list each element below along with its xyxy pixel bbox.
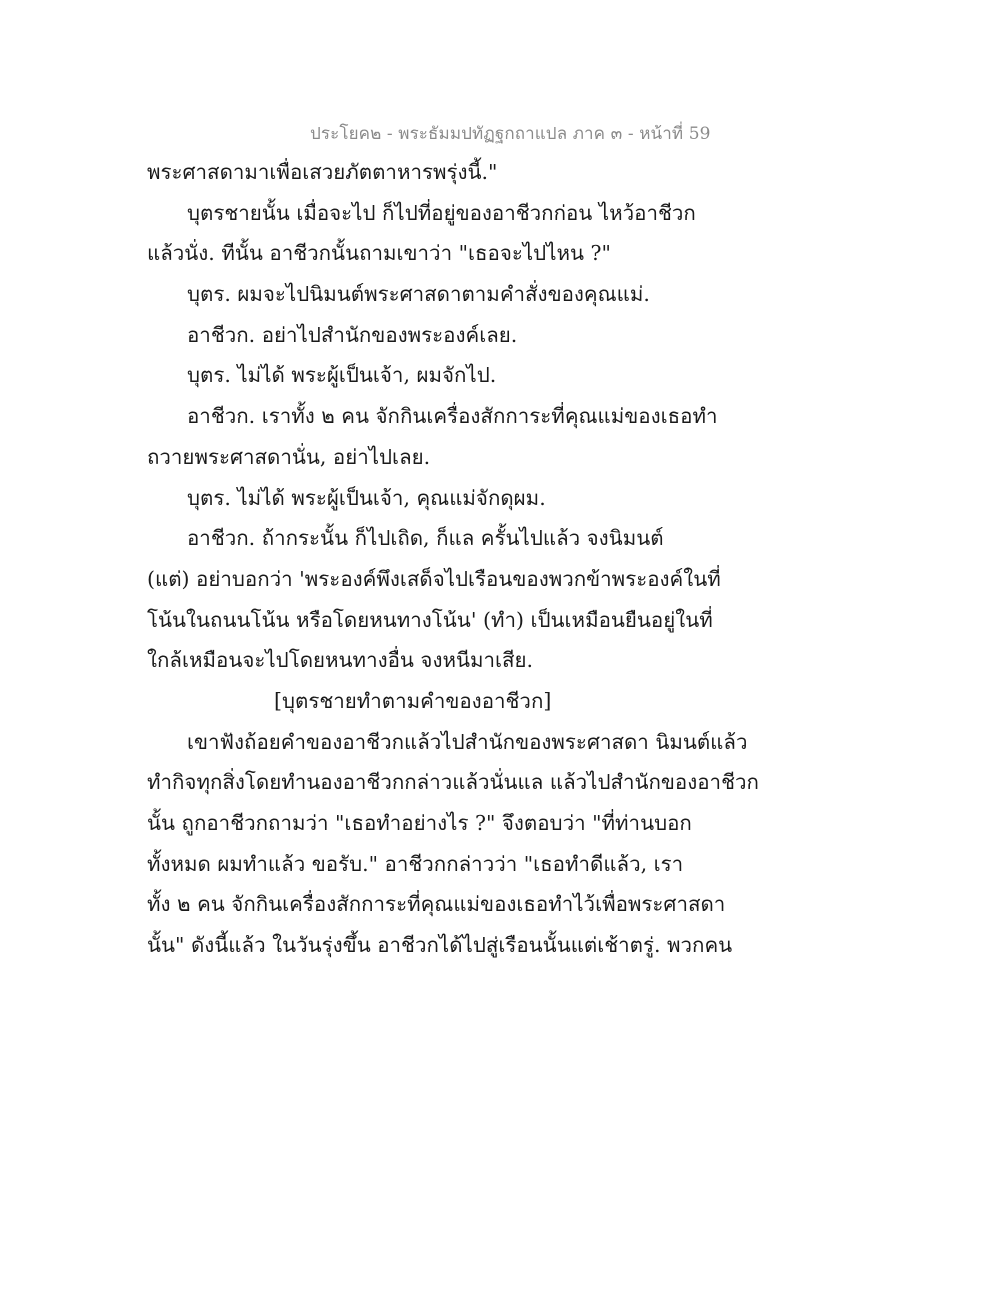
text-line: บุตรชายนั้น เมื่อจะไป ก็ไปที่อยู่ของอาชีวกก่อน ไหว้อาชีวก xyxy=(187,200,696,225)
text-line: โน้นในถนนโน้น หรือโดยหนทางโน้น' (ทำ) เป็นเหมือนยืนอยู่ในที่ xyxy=(147,607,713,632)
text-line: ถวายพระศาสดานั่น, อย่าไปเลย. xyxy=(147,444,431,469)
dialogue-line: อาชีวก. อย่าไปสำนักของพระองค์เลย. xyxy=(187,322,518,347)
dialogue-line: บุตร. ไม่ได้ พระผู้เป็นเจ้า, คุณแม่จักดุผม. xyxy=(187,485,546,510)
text-line: เขาฟังถ้อยคำของอาชีวกแล้วไปสำนักของพระศาสดา นิมนต์แล้ว xyxy=(187,729,748,754)
text-line: ทั้ง ๒ คน จักกินเครื่องสักการะที่คุณแม่ของเธอทำไว้เพื่อพระศาสดา xyxy=(147,892,726,917)
text-line: ทำกิจทุกสิ่งโดยทำนองอาชีวกกล่าวแล้วนั่นแล แล้วไปสำนักของอาชีวก xyxy=(147,770,759,795)
running-header: ประโยค๒ - พระธัมมปทัฏฐกถาแปล ภาค ๓ - หน้าที่ 59 xyxy=(310,124,711,144)
text-line: ใกล้เหมือนจะไปโดยหนทางอื่น จงหนีมาเสีย. xyxy=(147,648,534,673)
text-line: นั้น ถูกอาชีวกถามว่า "เธอทำอย่างไร ?" จึงตอบว่า "ที่ท่านบอก xyxy=(147,811,692,835)
dialogue-line: อาชีวก. ถ้ากระนั้น ก็ไปเถิด, ก็แล ครั้นไปแล้ว จงนิมนต์ xyxy=(187,526,664,551)
text-line: นั้น" ดังนี้แล้ว ในวันรุ่งขึ้น อาชีวกได้ไปสู่เรือนนั้นแต่เช้าตรู่. พวกคน xyxy=(147,933,733,958)
text-line: แล้วนั่ง. ทีนั้น อาชีวกนั้นถามเขาว่า "เธอจะไปไหน ?" xyxy=(147,241,611,266)
text-line: พระศาสดามาเพื่อเสวยภัตตาหารพรุ่งนี้." xyxy=(147,160,498,184)
body-text xyxy=(147,152,759,966)
text-line: ทั้งหมด ผมทำแล้ว ขอรับ." อาชีวกกล่าวว่า "เธอทำดีแล้ว, เรา xyxy=(147,851,684,876)
dialogue-line: บุตร. ผมจะไปนิมนต์พระศาสดาตามคำสั่งของคุณแม่. xyxy=(187,282,650,307)
section-heading: [บุตรชายทำตามคำของอาชีวก] xyxy=(274,688,552,713)
dialogue-line: บุตร. ไม่ได้ พระผู้เป็นเจ้า, ผมจักไป. xyxy=(187,363,497,388)
dialogue-line: อาชีวก. เราทั้ง ๒ คน จักกินเครื่องสักการะที่คุณแม่ของเธอทำ xyxy=(187,404,718,429)
text-line: (แต่) อย่าบอกว่า 'พระองค์พึงเสด็จไปเรือนของพวกข้าพระองค์ในที่ xyxy=(147,566,721,591)
